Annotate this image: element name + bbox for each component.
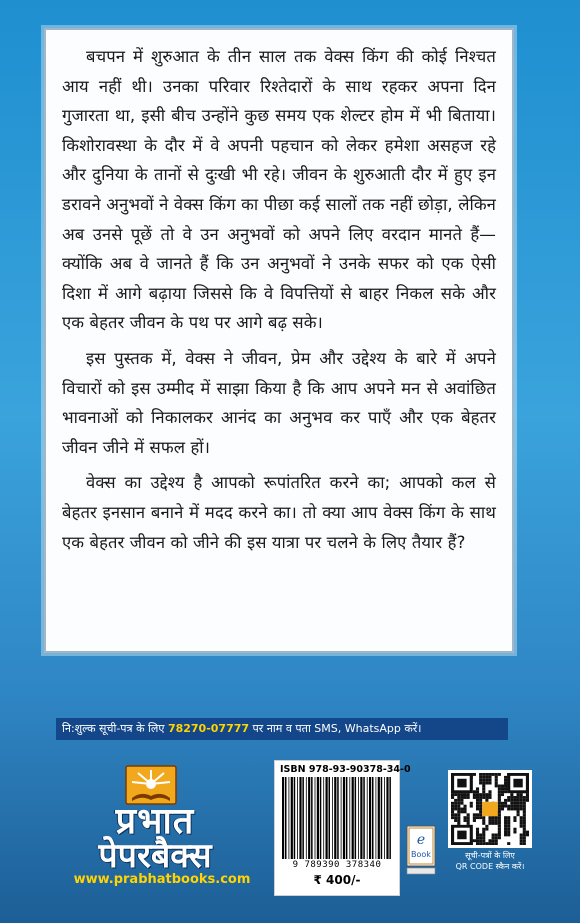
- catalog-prefix: नि:शुल्क सूची-पत्र के लिए: [62, 722, 168, 735]
- book-sun-emblem-icon: [124, 764, 178, 806]
- catalog-info-strip: [56, 718, 508, 740]
- price-label: ₹ 400/-: [313, 873, 361, 887]
- publisher-name-line1: प्रभात: [115, 801, 195, 842]
- blurb-paragraph-3: वेक्स का उद्देश्य है आपको रूपांतरित करने का; आपको कल से बेहतर इनसान बनाने में मदद करने का। तो क्या आप वेक्स किंग के साथ एक बेहतर जीवन को जीने की इस यात्रा पर चलने के लिए तैयार हैं?: [62, 473, 496, 552]
- barcode-digits: 9 789390 378340: [292, 860, 382, 870]
- qr-code[interactable]: [448, 770, 532, 848]
- ebook-book-icon: [404, 824, 438, 888]
- publisher-logo: [60, 764, 260, 894]
- qr-caption-line2: QR CODE स्कैन करें।: [455, 862, 525, 871]
- catalog-suffix: पर नाम व पता SMS, WhatsApp करें।: [249, 722, 422, 735]
- ebook-e-label: e: [416, 832, 426, 848]
- isbn-barcode: [274, 760, 411, 896]
- qr-caption: [440, 850, 540, 872]
- blurb-paragraph-2: इस पुस्तक में, वेक्स ने जीवन, प्रेम और उद्देश्य के बारे में अपने विचारों को इस उम्मीद में साझा किया है कि आप अपने मन से अवांछित भावनाओं को निकालकर आनंद का अनुभव कर पाएँ और एक बेहतर जीवन जीने में सफल हों।: [62, 348, 496, 457]
- barcode-bars: [280, 777, 394, 859]
- qr-caption-line1: सूची-पत्रों के लिए: [465, 851, 515, 860]
- ebook-book-label: Book: [411, 850, 431, 859]
- publisher-website: www.prabhatbooks.com: [73, 872, 251, 887]
- isbn-text: ISBN 978-93-90378-34-0: [280, 764, 411, 775]
- back-cover-text-box: [44, 28, 514, 653]
- publisher-name-line2: पेपरबैक्स: [98, 836, 212, 876]
- qr-code-icon: [451, 773, 529, 845]
- blurb-paragraph-1: बचपन में शुरुआत के तीन साल तक वेक्स किंग की कोई निश्चत आय नहीं थी। उनका परिवार रिश्तेदारों के साथ रहकर अपना दिन गुजारता था, इसी बीच उन्होंने कुछ समय एक शेल्टर होम में भी बिताया। किशोरावस्था के दौर में वे अपनी पहचान को लेकर हमेशा असहज रहे और दुनिया के तानों से दुःखी भी रहे। जीवन के शुरुआती दौर में हुए इन डरावने अनुभवों ने वेक्स किंग का पीछा कई सालों तक नहीं छोड़ा, लेकिन अब उनसे पूछें तो वे उन अनुभवों को अपने लिए वरदान मानते हैं—क्योंकि अब वे जानते हैं कि उन अनुभवों ने उनके सफर को एक ऐसी दिशा में आगे बढ़ाया जिससे कि वे विपत्तियों से बाहर निकल सके और एक बेहतर जीवन के पथ पर आगे बढ़ सके।: [62, 47, 496, 333]
- ebook-icon: [404, 824, 438, 888]
- catalog-phone: 78270-07777: [167, 722, 250, 735]
